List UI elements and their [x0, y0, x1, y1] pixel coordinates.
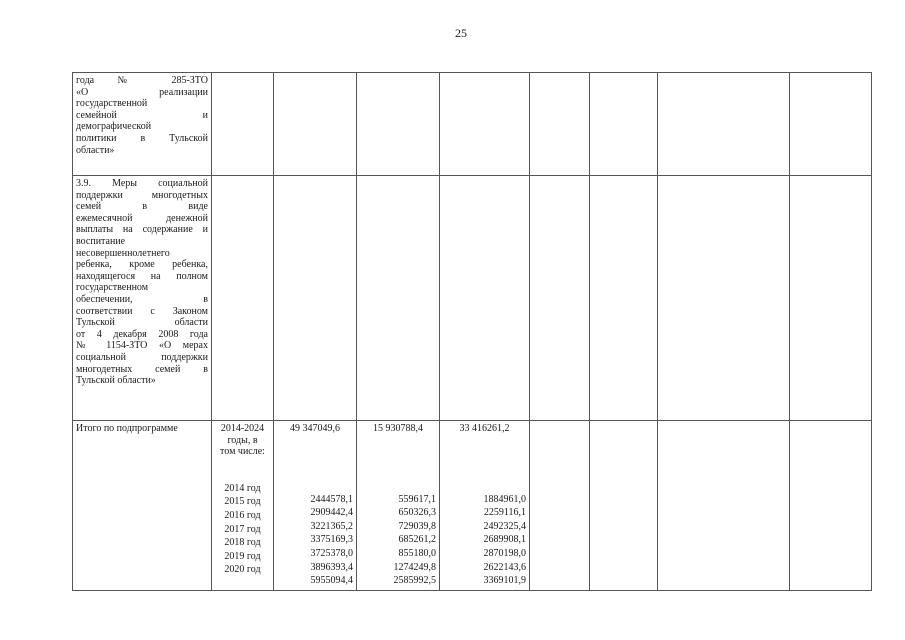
total-label: Итого по подпрограмме — [76, 423, 178, 434]
year-regional-value: 3369101,9 — [483, 575, 526, 587]
text-line: обеспечении, в — [76, 293, 208, 305]
text-line: находящегося на полном — [76, 270, 208, 282]
empty-cell — [658, 73, 790, 176]
sum-federal: 15 930788,4 — [373, 423, 423, 434]
federal-cell — [357, 73, 440, 176]
text-line: от 4 декабря 2008 года — [76, 328, 208, 340]
text-line: государственной — [76, 98, 148, 110]
year-federal-value: 559617,1 — [398, 493, 436, 505]
text-line: Тульской области — [76, 317, 208, 329]
year-label: 2019 год — [224, 550, 261, 562]
yearly-federal-values — [360, 493, 436, 588]
year-regional-value: 2622143,6 — [483, 561, 526, 573]
empty-cell — [790, 73, 872, 176]
federal-cell — [357, 421, 440, 591]
yearly-total-values — [277, 493, 353, 588]
year-total-value: 3896393,4 — [310, 561, 353, 573]
year-federal-value: 685261,2 — [398, 534, 436, 546]
text-line: многодетных семей в — [76, 363, 208, 375]
period-cell — [212, 73, 274, 176]
text-line: поддержки многодетных — [76, 189, 208, 201]
empty-cell — [658, 176, 790, 421]
regional-cell — [440, 421, 530, 591]
federal-cell — [357, 176, 440, 421]
table-row — [73, 73, 872, 176]
regional-cell — [440, 73, 530, 176]
year-total-value: 3375169,3 — [310, 534, 353, 546]
sum-total: 49 347049,6 — [290, 423, 340, 434]
text-line: семей в виде — [76, 201, 208, 213]
period-line: годы, в — [227, 434, 258, 446]
year-federal-value: 855180,0 — [398, 547, 436, 559]
text-line: 3.9. Меры социальной — [76, 178, 208, 189]
year-regional-value: 2259116,1 — [483, 507, 526, 519]
period-line: 2014-2024 — [220, 423, 265, 434]
text-line: соответствии с Законом — [76, 305, 208, 317]
empty-cell — [790, 176, 872, 421]
total-cell — [274, 73, 357, 176]
description-cell — [73, 176, 212, 421]
law-reference-text — [76, 75, 208, 156]
empty-cell — [590, 421, 658, 591]
table-row-total — [73, 421, 872, 591]
description-cell — [73, 73, 212, 176]
text-line: выплаты на содержание и — [76, 224, 208, 236]
empty-cell — [530, 176, 590, 421]
empty-cell — [530, 73, 590, 176]
year-regional-value: 2492325,4 — [483, 520, 526, 532]
empty-cell — [590, 73, 658, 176]
period-cell — [212, 421, 274, 591]
year-total-value: 5955094,4 — [310, 575, 353, 587]
year-federal-value: 1274249,8 — [393, 561, 436, 573]
text-line: области» — [76, 144, 115, 156]
sum-regional: 33 416261,2 — [459, 423, 510, 434]
empty-cell — [658, 421, 790, 591]
text-line: «О реализации — [76, 86, 208, 98]
year-federal-value: 650326,3 — [398, 507, 436, 519]
year-label: 2016 год — [224, 509, 261, 521]
period-cell — [212, 176, 274, 421]
year-label: 2020 год — [224, 564, 261, 576]
text-line: демографической — [76, 121, 152, 133]
table-row — [73, 176, 872, 421]
year-label: 2018 год — [224, 537, 261, 549]
year-total-value: 2909442,4 — [310, 507, 353, 519]
text-line: несовершеннолетнего — [76, 247, 170, 259]
year-label: 2015 год — [224, 496, 261, 508]
yearly-regional-values — [443, 493, 526, 588]
year-label: 2017 год — [224, 523, 261, 535]
text-line: семейной и — [76, 109, 208, 121]
text-line: Тульской области» — [76, 375, 156, 387]
text-line: политики в Тульской — [76, 132, 208, 144]
year-regional-value: 2689908,1 — [483, 534, 526, 546]
year-federal-value: 2585992,5 — [393, 575, 436, 587]
year-federal-value: 729039,8 — [398, 520, 436, 532]
year-total-value: 2444578,1 — [310, 493, 353, 505]
empty-cell — [530, 421, 590, 591]
year-total-value: 3725378,0 — [310, 547, 353, 559]
page-number: 25 — [455, 26, 467, 40]
total-cell — [274, 176, 357, 421]
text-line: государственном — [76, 282, 149, 294]
period-line: том числе: — [220, 446, 265, 458]
total-label-cell — [73, 421, 212, 591]
text-line: социальной поддержки — [76, 351, 208, 363]
text-line: № 1154-ЗТО «О мерах — [76, 340, 208, 352]
empty-cell — [790, 421, 872, 591]
year-label: 2014 год — [224, 482, 261, 494]
program-table — [72, 72, 872, 591]
year-total-value: 3221365,2 — [310, 520, 353, 532]
year-regional-value: 1884961,0 — [483, 493, 526, 505]
year-regional-value: 2870198,0 — [483, 547, 526, 559]
measure-description-text — [76, 178, 208, 387]
years-list — [215, 482, 270, 577]
text-line: ребенка, кроме ребенка, — [76, 259, 208, 271]
total-cell — [274, 421, 357, 591]
text-line: ежемесячной денежной — [76, 212, 208, 224]
text-line: года № 285-ЗТО — [76, 75, 208, 86]
regional-cell — [440, 176, 530, 421]
empty-cell — [590, 176, 658, 421]
period-label — [215, 423, 270, 458]
text-line: воспитание — [76, 235, 126, 247]
